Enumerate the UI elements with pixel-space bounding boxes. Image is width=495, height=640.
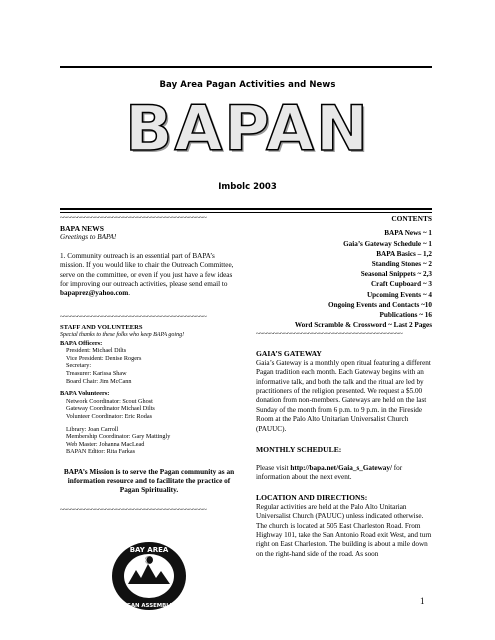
gateway-paragraph: Gaia’s Gateway is a monthly open ritual featuring a different Pagan tradition each month. Each Gateway begins with an informative talk, and both the talk and the ritual are led by practitioners of the religion presented. We request a $5.00 donation from non-members. Gateways are held on the last Sunday of the month from 6 p.m. to 9 p.m. in the Fireside Room at the Palo Alto Unitarian Universalist Church (PAUUC). — [256, 358, 431, 433]
svg-text:BAY AREA: BAY AREA — [129, 546, 169, 554]
schedule-prefix: Please visit — [256, 463, 291, 472]
volunteer-item: Network Coordinator: Scout Ghost — [66, 397, 153, 405]
bapa-news-heading: BAPA NEWS — [60, 224, 104, 233]
toc-list — [256, 228, 432, 330]
masthead-bottom-rule — [60, 208, 432, 210]
svg-text:PAGAN ASSEMBLIES: PAGAN ASSEMBLIES — [118, 603, 180, 609]
toc-item[interactable]: Word Scramble & Crossword ~ Last 2 Pages — [294, 321, 432, 330]
location-paragraph: Regular activities are held at the Palo Alto Unitarian Universalist Church (PAUUC) unless indicated otherwise. The church is located at 505 East Charleston Road. From Highway 101, take the San Antonio Road exit West, and turn right on East Charleston. The building is about a mile down on the right-hand side of the road. As soon — [256, 502, 432, 558]
bapa-logo-seal — [110, 540, 188, 612]
gaias-gateway-heading: GAIA’S GATEWAY — [256, 349, 322, 359]
officer-item: Vice President: Denise Rogers — [66, 354, 142, 362]
officer-item: Board Chair: Jim McCann — [66, 377, 132, 385]
toc-item[interactable]: Upcoming Events ~ 4 — [366, 290, 432, 299]
left-column — [60, 214, 238, 514]
volunteer-item: Membership Coordinator: Gary Mattingly — [66, 433, 171, 441]
news-paragraph — [60, 252, 238, 299]
staff-thanks: Special thanks to these folks who keep BAPA going! — [60, 332, 185, 339]
top-rule — [60, 66, 432, 68]
schedule-paragraph — [256, 464, 432, 483]
volunteer-item: Volunteer Coordinator: Eric Rodas — [66, 413, 152, 420]
mission-statement: BAPA’s Mission is to serve the Pagan community as an information resource and to facilitate the practice of Pagan Spirituality. — [63, 466, 235, 495]
schedule-suffix: for information about the next event. — [256, 463, 403, 481]
location-heading: LOCATION AND DIRECTIONS: — [256, 493, 368, 503]
volunteer-item: Library: Joan Carroll — [66, 425, 119, 433]
issue-label: Imbolc 2003 — [218, 182, 277, 192]
officer-item: President: Michael Dilts — [66, 347, 127, 355]
volunteer-item: BAPAN Editor: Rita Farkas — [66, 448, 136, 456]
newsletter-tagline: Bay Area Pagan Activities and News — [159, 80, 336, 90]
section-divider: ~~~~~~~~~~~~~~~~~~~~~~~~~~~~~~~~~~~~~~~~~~ — [256, 330, 403, 339]
news-paragraph-text: 1. Community outreach is an essential part of BAPA’s mission. If you would like to chair the Outreach Committee, serve on the committee, or even if you just have a few ideas for improving our outreach activities, please send email to — [60, 251, 234, 289]
contents-heading: CONTENTS — [391, 214, 432, 223]
volunteer-item: Web Master: Johanna MacLead — [66, 440, 145, 448]
toc-item[interactable]: Ongoing Events and Contacts ~10 — [328, 300, 432, 309]
monthly-schedule-heading: MONTHLY SCHEDULE: — [256, 445, 342, 455]
staff-heading: STAFF AND VOLUNTEERS — [60, 323, 143, 331]
section-divider: ~~~~~~~~~~~~~~~~~~~~~~~~~~~~~~~~~~~~~~~~~~ — [60, 312, 207, 321]
schedule-url-link[interactable]: http://bapa.net/Gaia_s_Gateway/ — [290, 463, 392, 472]
toc-item[interactable]: Publications ~ 16 — [379, 311, 432, 320]
officers-heading: BAPA Officers: — [60, 339, 103, 347]
masthead-thin-rule — [60, 212, 432, 213]
volunteer-item: Gateway Coordinator Michael Dilts — [66, 405, 155, 413]
email-link[interactable]: bapaprez@yahoo.com — [60, 289, 129, 298]
officer-item: Treasurer: Karissa Shaw — [66, 370, 127, 378]
masthead-title: BAPAN — [125, 92, 370, 165]
volunteers-heading: BAPA Volunteers: — [60, 390, 110, 398]
right-column — [256, 214, 432, 559]
toc-item[interactable]: BAPA Basics – 1,2 — [376, 249, 432, 258]
toc-item[interactable]: BAPA News ~ 1 — [384, 229, 432, 238]
toc-item[interactable]: Craft Cupboard ~ 3 — [370, 280, 432, 289]
page-number: 1 — [420, 596, 425, 606]
section-divider: ~~~~~~~~~~~~~~~~~~~~~~~~~~~~~~~~~~~~~~~~~~ — [60, 505, 207, 514]
toc-item[interactable]: Standing Stones ~ 2 — [371, 260, 432, 269]
officer-item: Secretary: — [66, 362, 92, 370]
toc-item[interactable]: Seasonal Snippets ~ 2,3 — [360, 270, 432, 279]
section-divider: ~~~~~~~~~~~~~~~~~~~~~~~~~~~~~~~~~~~~~~~~~~ — [60, 214, 207, 222]
greeting-text: Greetings to BAPA! — [60, 233, 117, 242]
toc-item[interactable]: Gaia’s Gateway Schedule ~ 1 — [343, 239, 432, 248]
email-suffix: . — [128, 289, 131, 298]
